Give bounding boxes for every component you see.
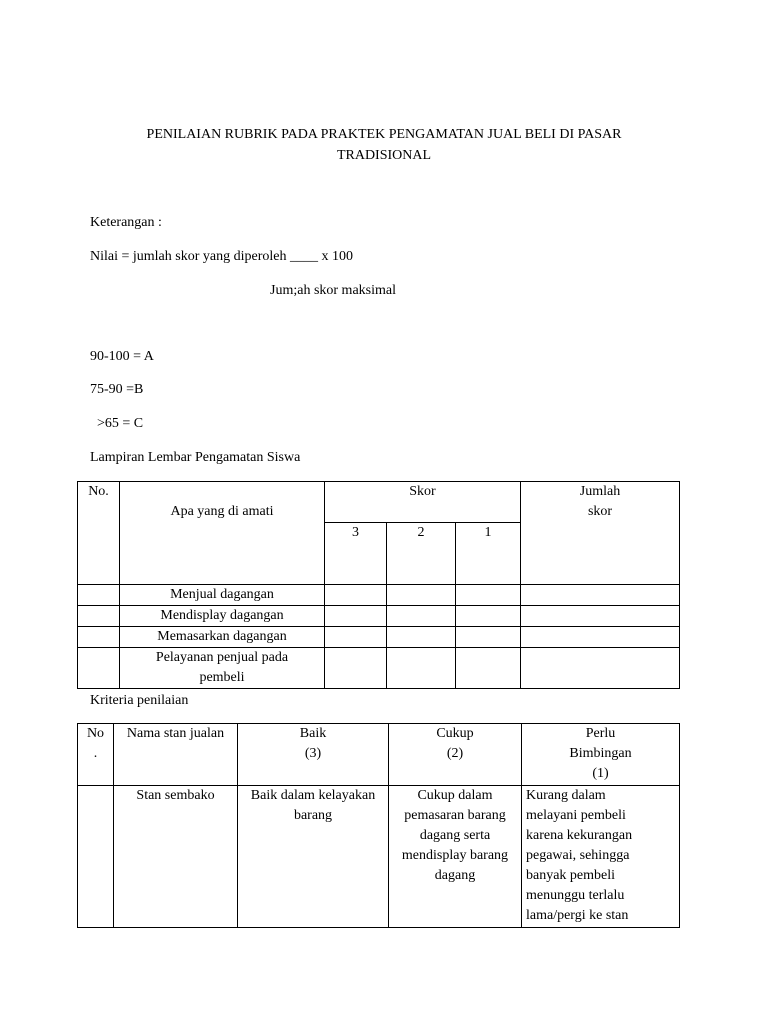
- score-1: 1: [456, 523, 521, 585]
- row-item: [120, 648, 325, 689]
- title-line-1: PENILAIAN RUBRIK PADA PRAKTEK PENGAMATAN JUAL BELI DI PASAR: [146, 127, 622, 142]
- header-no: No.: [78, 482, 120, 585]
- header-skor: Skor: [325, 482, 521, 523]
- score-3: 3: [325, 523, 387, 585]
- grade-b: 75-90 =B: [90, 382, 144, 397]
- header-nama: Nama stan jualan: [114, 724, 238, 786]
- cell-cukup-line: mendisplay barang: [401, 848, 509, 863]
- header-perlu: [522, 724, 680, 786]
- cell-perlu-line: lama/pergi ke stan: [526, 908, 629, 923]
- grade-a: 90-100 = A: [90, 349, 154, 364]
- cell-perlu-line: Kurang dalam: [526, 788, 606, 803]
- cell-cukup-line: dagang serta: [419, 828, 491, 843]
- grade-c: >65 = C: [97, 416, 144, 431]
- header-baik-line-2: (3): [304, 746, 322, 761]
- header-no-line-1: No: [86, 726, 105, 741]
- cell-perlu-line: banyak pembeli: [526, 868, 616, 883]
- header-cukup: [389, 724, 522, 786]
- cell-perlu-line: karena kekurangan: [526, 828, 633, 843]
- header-perlu-line-1: Perlu: [585, 726, 616, 741]
- table-row: [78, 585, 680, 606]
- cell-perlu-line: melayani pembeli: [526, 808, 626, 823]
- header-baik: [238, 724, 389, 786]
- row-item-line-1: Pelayanan penjual pada: [155, 650, 289, 665]
- table-row: [78, 606, 680, 627]
- header-no: [78, 724, 114, 786]
- row-item: Mendisplay dagangan: [120, 606, 325, 627]
- header-jumlah-line-2: skor: [587, 504, 613, 519]
- cell-cukup: [389, 786, 522, 928]
- lampiran-heading: Lampiran Lembar Pengamatan Siswa: [90, 450, 301, 465]
- header-jumlah: [521, 482, 680, 585]
- header-jumlah-line-1: Jumlah: [579, 484, 621, 499]
- nilai-formula: Nilai = jumlah skor yang diperoleh ____ x 100: [90, 249, 353, 264]
- header-perlu-line-2: Bimbingan: [569, 746, 632, 761]
- row-item: Menjual dagangan: [120, 585, 325, 606]
- cell-perlu-line: pegawai, sehingga: [526, 848, 630, 863]
- cell-nama: Stan sembako: [114, 786, 238, 928]
- cell-baik: [238, 786, 389, 928]
- score-2: 2: [387, 523, 456, 585]
- header-perlu-line-3: (1): [592, 766, 609, 781]
- table-row: [78, 627, 680, 648]
- cell-cukup-line: dagang: [434, 868, 476, 883]
- cell-cukup-line: Cukup dalam: [417, 788, 493, 803]
- cell-perlu-line: menunggu terlalu: [526, 888, 625, 903]
- keterangan-label: Keterangan :: [90, 215, 162, 230]
- row-item: Memasarkan dagangan: [120, 627, 325, 648]
- cell-perlu: [522, 786, 680, 928]
- header-no-line-2: .: [93, 746, 98, 761]
- header-cukup-line-2: (2): [446, 746, 464, 761]
- table-row: [78, 786, 680, 928]
- cell-cukup-line: pemasaran barang: [404, 808, 506, 823]
- header-baik-line-1: Baik: [299, 726, 327, 741]
- cell-baik-line: barang: [293, 808, 333, 823]
- observation-table: [77, 481, 680, 689]
- formula-denominator: Jum;ah skor maksimal: [270, 283, 396, 298]
- row-item-line-2: pembeli: [199, 670, 245, 685]
- header-item: Apa yang di amati: [120, 482, 325, 585]
- kriteria-heading: Kriteria penilaian: [90, 693, 189, 708]
- page-title: [0, 124, 768, 166]
- cell-baik-line: Baik dalam kelayakan: [250, 788, 376, 803]
- title-line-2: TRADISIONAL: [336, 148, 432, 163]
- table-row: [78, 648, 680, 689]
- header-cukup-line-1: Cukup: [436, 726, 474, 741]
- criteria-table: [77, 723, 680, 928]
